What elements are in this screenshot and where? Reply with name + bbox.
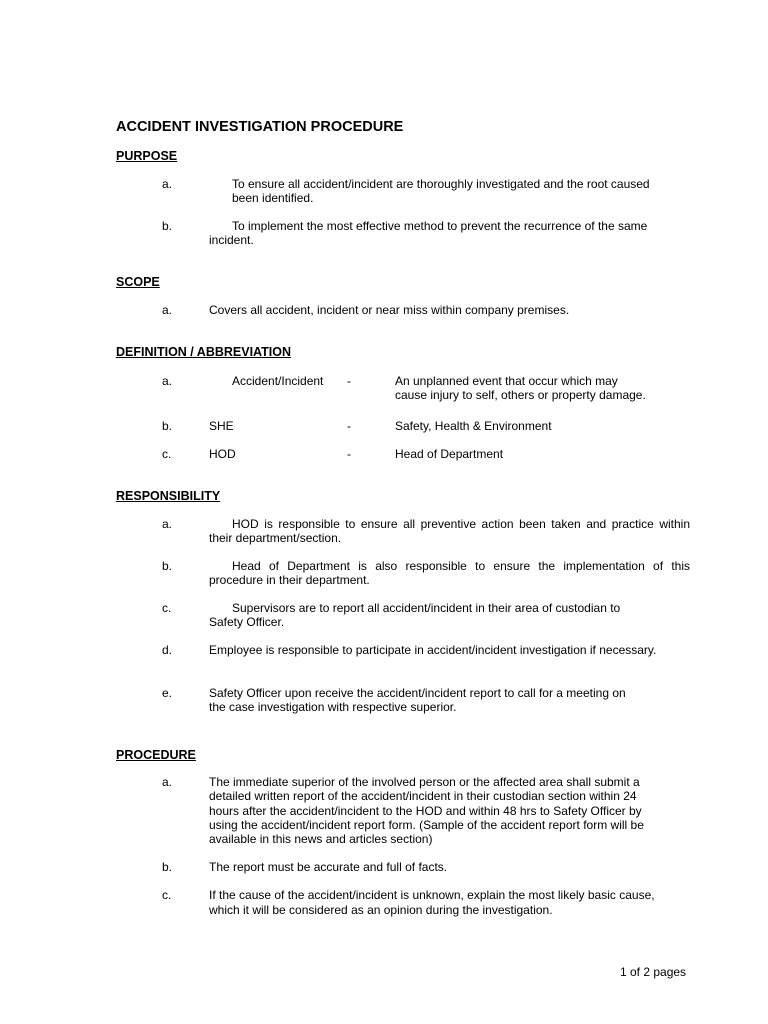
section-heading-responsibility: RESPONSIBILITY [116,489,221,503]
definition-text: Safety, Health & Environment [395,419,552,433]
section-heading-scope: SCOPE [116,275,160,289]
definition-term: SHE [209,419,234,433]
list-item-text: Safety Officer upon receive the accident/incident report to call for a meeting on [209,686,626,700]
list-item-label: a. [162,303,173,317]
definition-dash: - [347,419,351,433]
list-item-text: hours after the accident/incident to the HOD and within 48 hrs to Safety Officer by [209,804,642,818]
list-item-label: e. [162,686,173,700]
list-item-text: Safety Officer. [209,615,285,629]
list-item-text: Employee is responsible to participate in accident/incident investigation if necessary. [209,643,657,657]
list-item-label: a. [162,517,173,531]
list-item-text: Supervisors are to report all accident/incident in their area of custodian to [232,601,621,615]
page-number: 1 of 2 pages [620,965,687,979]
list-item-text: which it will be considered as an opinion during the investigation. [209,903,553,917]
definition-text: An unplanned event that occur which may [395,374,618,388]
list-item-text: incident. [209,233,254,247]
list-item-text: the case investigation with respective superior. [209,700,457,714]
list-item-text: To implement the most effective method to prevent the recurrence of the same [232,219,648,233]
list-item-text: been identified. [232,191,314,205]
section-heading-purpose: PURPOSE [116,149,178,163]
list-item-label: a. [162,177,173,191]
list-item-label: b. [162,219,173,233]
list-item-text: The immediate superior of the involved person or the affected area shall submit a [209,775,640,789]
list-item-label: c. [162,888,172,902]
list-item-text: available in this news and articles section) [209,832,433,846]
list-item-text: The report must be accurate and full of facts. [209,860,448,874]
list-item-label: a. [162,775,173,789]
definition-dash: - [347,447,351,461]
list-item-text: Covers all accident, incident or near miss within company premises. [209,303,570,317]
list-item-text: using the accident/incident report form. (Sample of the accident report form will be [209,818,644,832]
list-item-label: d. [162,643,173,657]
list-item-text: To ensure all accident/incident are thoroughly investigated and the root caused [232,177,650,191]
definition-term: HOD [209,447,236,461]
definition-dash: - [347,374,351,388]
list-item-text: If the cause of the accident/incident is unknown, explain the most likely basic cause, [209,888,655,902]
list-item-text: Head of Department is also responsible to ensure the implementation of this procedure in their department. [209,559,690,587]
definition-text: cause injury to self, others or property damage. [395,388,646,402]
definition-label: a. [162,374,173,388]
definition-text: Head of Department [395,447,504,461]
document-title: ACCIDENT INVESTIGATION PROCEDURE [116,119,404,135]
definition-label: b. [162,419,173,433]
list-item-label: c. [162,601,172,615]
list-item-text: HOD is responsible to ensure all preventive action been taken and practice within their department/section. [209,517,690,545]
section-heading-definition: DEFINITION / ABBREVIATION [116,345,291,359]
definition-label: c. [162,447,172,461]
list-item-text: detailed written report of the accident/incident in their custodian section within 24 [209,789,637,803]
list-item-label: b. [162,559,173,573]
section-heading-procedure: PROCEDURE [116,748,196,762]
list-item-label: b. [162,860,173,874]
definition-term: Accident/Incident [232,374,324,388]
